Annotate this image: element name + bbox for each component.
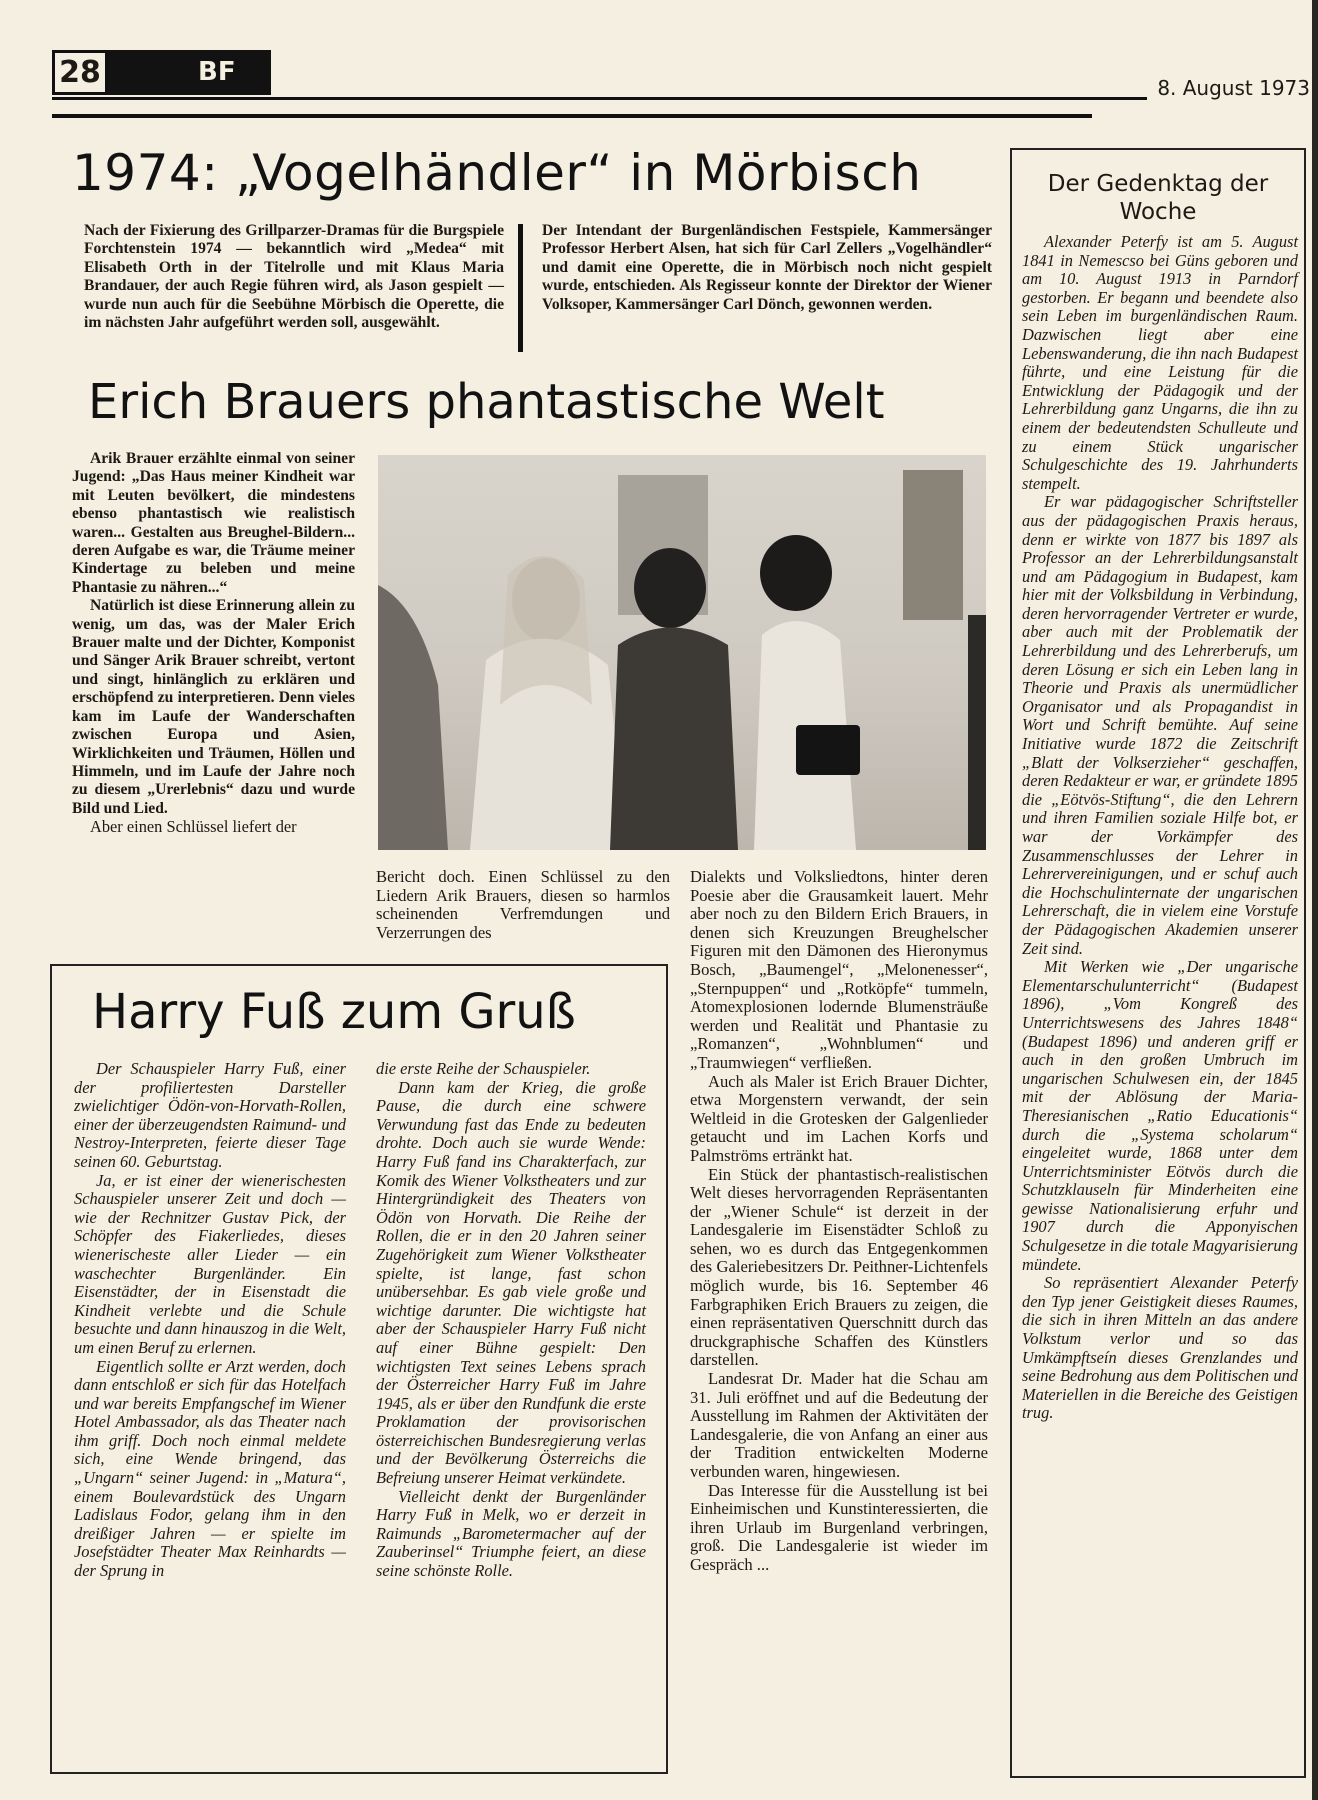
gedenktag-title: [1010, 170, 1306, 226]
gedenktag-text: [1022, 233, 1298, 1423]
brauer-lead-paragraph: Natürlich ist diese Erinnerung allein zu wenig, um das, was der Maler Erich Brauer malte und der Dichter, Komponist und Sänger Arik Brauer schreibt, vertont und singt, hinlänglich zu erklären und erschöpfend zu interpretieren. Denn vieles kam im Laufe der Wanderschaften zwischen Europa und Asien, Wirklichkeiten und Träumen, Höllen und Himmeln, und im Laufe der Jahre noch zu diesem „Urerlebnis“ dazu und wurde Bild und Lied.: [72, 597, 355, 817]
wall-painting-right: [903, 470, 963, 620]
brauer-col3-paragraph: Dialekts und Volksliedtons, hinter deren Poesie aber die Grausamkeit lauert. Mehr aber noch zu den Bildern Erich Brauers, in denen sich Kreuzungen Breughelscher Figuren mit den Dämonen des Hieronymus Bosch, „Baumengel“, „Melonenesser“, „Sternpuppen“ und „Rotköpfe“ tummeln, Atomexplosionen lodernde Blumensträuße werden und Realität und Phantasie zu „Romanzen“, „Wohnblumen“ und „Traumwiegen“ verfließen.: [690, 867, 988, 1072]
brauer-col1-tail: Aber einen Schlüssel liefert der: [90, 817, 297, 837]
section-label: BF: [108, 50, 271, 95]
gedenktag-paragraph: So repräsentiert Alexander Peterfy den Typ jener Geistigkeit dieses Raumes, die sich in ihren Mitteln an das andere Volkstum verlor und so das Umkämpftseín dieses Grenzlandes und seine Bedrohung aus dem Politischen und Materiellen in die Bereiche des Geistigen trug.: [1022, 1273, 1298, 1423]
page-number: 28: [52, 50, 108, 95]
harry-fuss-paragraph: die erste Reihe der Schauspieler.: [376, 1059, 591, 1078]
harry-fuss-paragraph: Dann kam der Krieg, die große Pause, die durch eine schwere Verwundung fast das Ende zu bedeuten drohte. Doch auch sie wurde Wende: Harry Fuß fand ins Charakterfach, zur Komik des Wiener Volkstheaters und zur Hintergründigkeit des Theaters von Ödön von Horvath. Die Reihe der Rollen, die er in den 20 Jahren seiner Zugehörigkeit zum Wiener Volkstheater spielte, ist lange, fast schon unübersehbar. Es gab viele große und wichtige darunter. Die wichtigste hat aber der Schauspieler Harry Fuß nicht auf einer Bühne gespielt: Den wichtigsten Text seines Lebens sprach der Österreicher Harry Fuß im Jahre 1945, als er über den Rundfunk die erste Proklamation der provisorischen österreichischen Bundesregierung verlas und der Bevölkerung Österreichs die Befreiung unserer Heimat verkündete.: [376, 1077, 646, 1488]
figure-right-edge: [968, 615, 986, 850]
brauer-lead-paragraph: Arik Brauer erzählte einmal von seiner Jugend: „Das Haus meiner Kindheit war mit Leuten bevölkert, die mindestens ebenso phantastisch wie realistisch waren... Gestalten aus Breughel-Bildern... deren Aufgabe es war, die Träume meiner Kindertage zu beleben und meine Phantasie zu nähren...“: [72, 450, 355, 596]
vogelhaendler-col2: Der Intendant der Burgenländischen Festspiele, Kammersänger Professor Herbert Alsen, hat sich für Carl Zellers „Vogelhändler“ und damit eine Operette, die in Mörbisch noch nicht gespielt wurde, entschieden. Als Regisseur konnte der Direktor der Wiener Volksoper, Kammersänger Carl Dönch, gewonnen werden.: [542, 222, 992, 313]
brauer-col3-paragraph: Auch als Maler ist Erich Brauer Dichter, etwa Morgenstern verwandt, der sein Weltleid in die Grotesken der Galgenlieder getaucht und im Lachen Korfs und Palmströms ertränkt hat.: [690, 1071, 988, 1165]
figure-handbag: [796, 725, 860, 775]
harry-fuss-paragraph: Der Schauspieler Harry Fuß, einer der profiliertesten Darsteller zwielichtiger Ödön-von-Horvath-Rollen, einer der überzeugendsten Raimund- und Nestroy-Interpreten, feierte dieser Tage seinen 60. Geburtstag.: [74, 1059, 346, 1171]
harry-fuss-paragraph: Eigentlich sollte er Arzt werden, doch dann entschloß er sich für das Hotelfach und war bereits Empfangschef im Wiener Hotel Ambassador, als das Theater nach ihm griff. Doch noch einmal meldete sich, eine Wende bringend, das „Ungarn“ seiner Jugend: in „Matura“, einem Boulevardstück des Ungarn Ladislaus Fodor, gelang ihm in den dreißiger Jahren — er spielte im Josefstädter Theater Max Reinhardts — der Sprung in: [74, 1356, 346, 1581]
gedenktag-paragraph: Alexander Peterfy ist am 5. August 1841 in Nemescso bei Güns geboren und am 10. August 1913 in Parndorf gestorben. Er begann und beendete also sein Leben im burgenländischen Raum. Dazwischen liegt aber eine Lebenswanderung, die ihn nach Budapest führte, und eine Leistung für die Entwicklung der Pädagogik und der Lehrerbildung ganz Ungarns, die ihn zu einem der bedeutendsten Schulleute und zu einem Stück ungarischer Schulgeschichte des 19. Jahrhunderts stempelt.: [1022, 232, 1298, 493]
brauer-headline: Erich Brauers phantastische Welt: [88, 374, 885, 430]
article-top-rule: [52, 114, 1092, 118]
figure-man-right-head: [760, 535, 832, 611]
page-edge: [1312, 0, 1318, 1800]
gedenktag-paragraph: Mit Werken wie „Der ungarische Elementarschulunterricht“ (Budapest 1896), „Vom Kongreß des Unterrichtswesens des Jahres 1848“ (Budapest 1896) und anderen griff er auch in den großen Umbruch im ungarischen Schulwesen ein, der 1845 mit der Ablösung der Maria-Theresianischen „Ratio Educationis“ durch die „Systema scholarum“ eingeleitet wurde, 1868 unter dem Unterrichtsminister Eötvös durch die Schutzklauseln für Minderheiten eine gewisse Nationalisierung erfuhr und 1907 durch die Apponyischen Schulgesetze in die totale Magyarisierung mündete.: [1022, 957, 1298, 1274]
vogelhaendler-col1: Nach der Fixierung des Grillparzer-Dramas für die Burgspiele Forchtenstein 1974 — bekanntlich wird „Medea“ mit Elisabeth Orth in der Titelrolle und mit Klaus Maria Brandauer, der auch Regie führen wird, als Jason gespielt — wurde nun auch für die Seebühne Mörbisch die Operette, die im nächsten Jahr aufgeführt werden soll, ausgewählt.: [84, 222, 504, 332]
harry-fuss-paragraph: Vielleicht denkt der Burgenländer Harry Fuß in Melk, wo er derzeit in Raimunds „Barometermacher auf der Zauberinsel“ Triumphe feiert, an diese seine schönste Rolle.: [376, 1486, 646, 1581]
harry-fuss-col2: [376, 1060, 646, 1581]
figure-woman-hair: [500, 556, 592, 705]
column-divider: [518, 224, 523, 352]
brauer-col3-paragraph: Ein Stück der phantastisch-realistischen Welt dieses hervorragenden Repräsentanten der „Wiener Schule“ ist derzeit in der Landesgalerie im Eisenstädter Schloß zu sehen, wo es durch das Entgegenkommen des Galeriebesitzers Dr. Peithner-Lichtenfels möglich wurde, bis 16. September 46 Farbgraphiken Erich Brauers zu zeigen, die einen repräsentativen Querschnitt durch das druckgraphische Schaffen des Künstlers darstellen.: [690, 1164, 988, 1370]
figure-man-center-head: [634, 548, 706, 628]
figure-man-center-jacket: [610, 628, 738, 851]
vogelhaendler-headline: 1974: „Vogelhändler“ in Mörbisch: [72, 144, 922, 202]
harry-fuss-headline: Harry Fuß zum Gruß: [92, 984, 576, 1040]
gedenktag-title-line: Woche: [1119, 199, 1197, 225]
exhibition-photo: [378, 455, 986, 850]
harry-fuss-col1: [74, 1060, 346, 1581]
brauer-col2: Bericht doch. Einen Schlüssel zu den Liedern Arik Brauers, diesen so harmlos scheinenden Verfremdungen und Verzerrungen des: [376, 867, 670, 942]
harry-fuss-paragraph: Ja, er ist einer der wienerischesten Schauspieler unserer Zeit und doch — wie der Rechnitzer Gustav Pick, der Schöpfer des Fiakerliedes, dieses wienerischeste aller Lieder — ein waschechter Burgenländer. Ein Eisenstädter, der in Eisenstadt die Kindheit verlebte und die Schule besuchte und dann hinauszog in die Welt, um einen Beruf zu erlernen.: [74, 1170, 346, 1357]
header-rule: [52, 97, 1147, 100]
brauer-col3-paragraph: Landesrat Dr. Mader hat die Schau am 31. Juli eröffnet und auf die Bedeutung der Ausstellung im Rahmen der Aktivitäten der Landesgalerie, die von Anfang an einer aus der Tradition entwickelten Moderne verbunden waren, hingewiesen.: [690, 1369, 988, 1481]
figure-left-edge: [378, 585, 448, 850]
brauer-col3: [690, 868, 988, 1575]
brauer-lead-column: [72, 450, 355, 837]
exhibition-photo-graphic: [378, 455, 986, 850]
gedenktag-title-line: Der Gedenktag der: [1047, 171, 1269, 197]
gedenktag-paragraph: Er war pädagogischer Schriftsteller aus der pädagogischen Praxis heraus, denn er wirkte von 1877 bis 1897 als Professor an der Lehrerbildungsanstalt und am Pädagogium in Budapest, kam hier mit der Volksbildung in Verbindung, deren hervorragender Vertreter er wurde, aber auch mit der Problematik der Lehrerbildung und des Lehrerberufs, um deren Lösung er sich ein Leben lang in Theorie und Praxis als unermüdlicher Organisator und als Propagandist in Wort und Schrift bemühte. Auf seine Initiative wurde 1872 die Zeitschrift „Blatt der Volkserzieher“ geschaffen, deren Redakteur er war, er gründete 1895 die „Eötvös-Stiftung“, die den Lehrern und ihren Familien soziale Hilfe bot, er war der Vorkämpfer des Zusammenschlusses der Lehrer in Lehrervereinigungen, und er schuf auch die Hochschulinternate der ungarischen Lehrerschaft, die in vielem eine Vorstufe der Pädagogischen Akademien unserer Zeit sind.: [1022, 492, 1298, 958]
issue-date: 8. August 1973: [1157, 76, 1310, 100]
brauer-col3-paragraph: Das Interesse für die Ausstellung ist bei Einheimischen und Kunstinteressierten, die ihren Urlaub im Burgenland verbringen, groß. Die Landesgalerie ist wieder im Gespräch ...: [690, 1480, 988, 1574]
